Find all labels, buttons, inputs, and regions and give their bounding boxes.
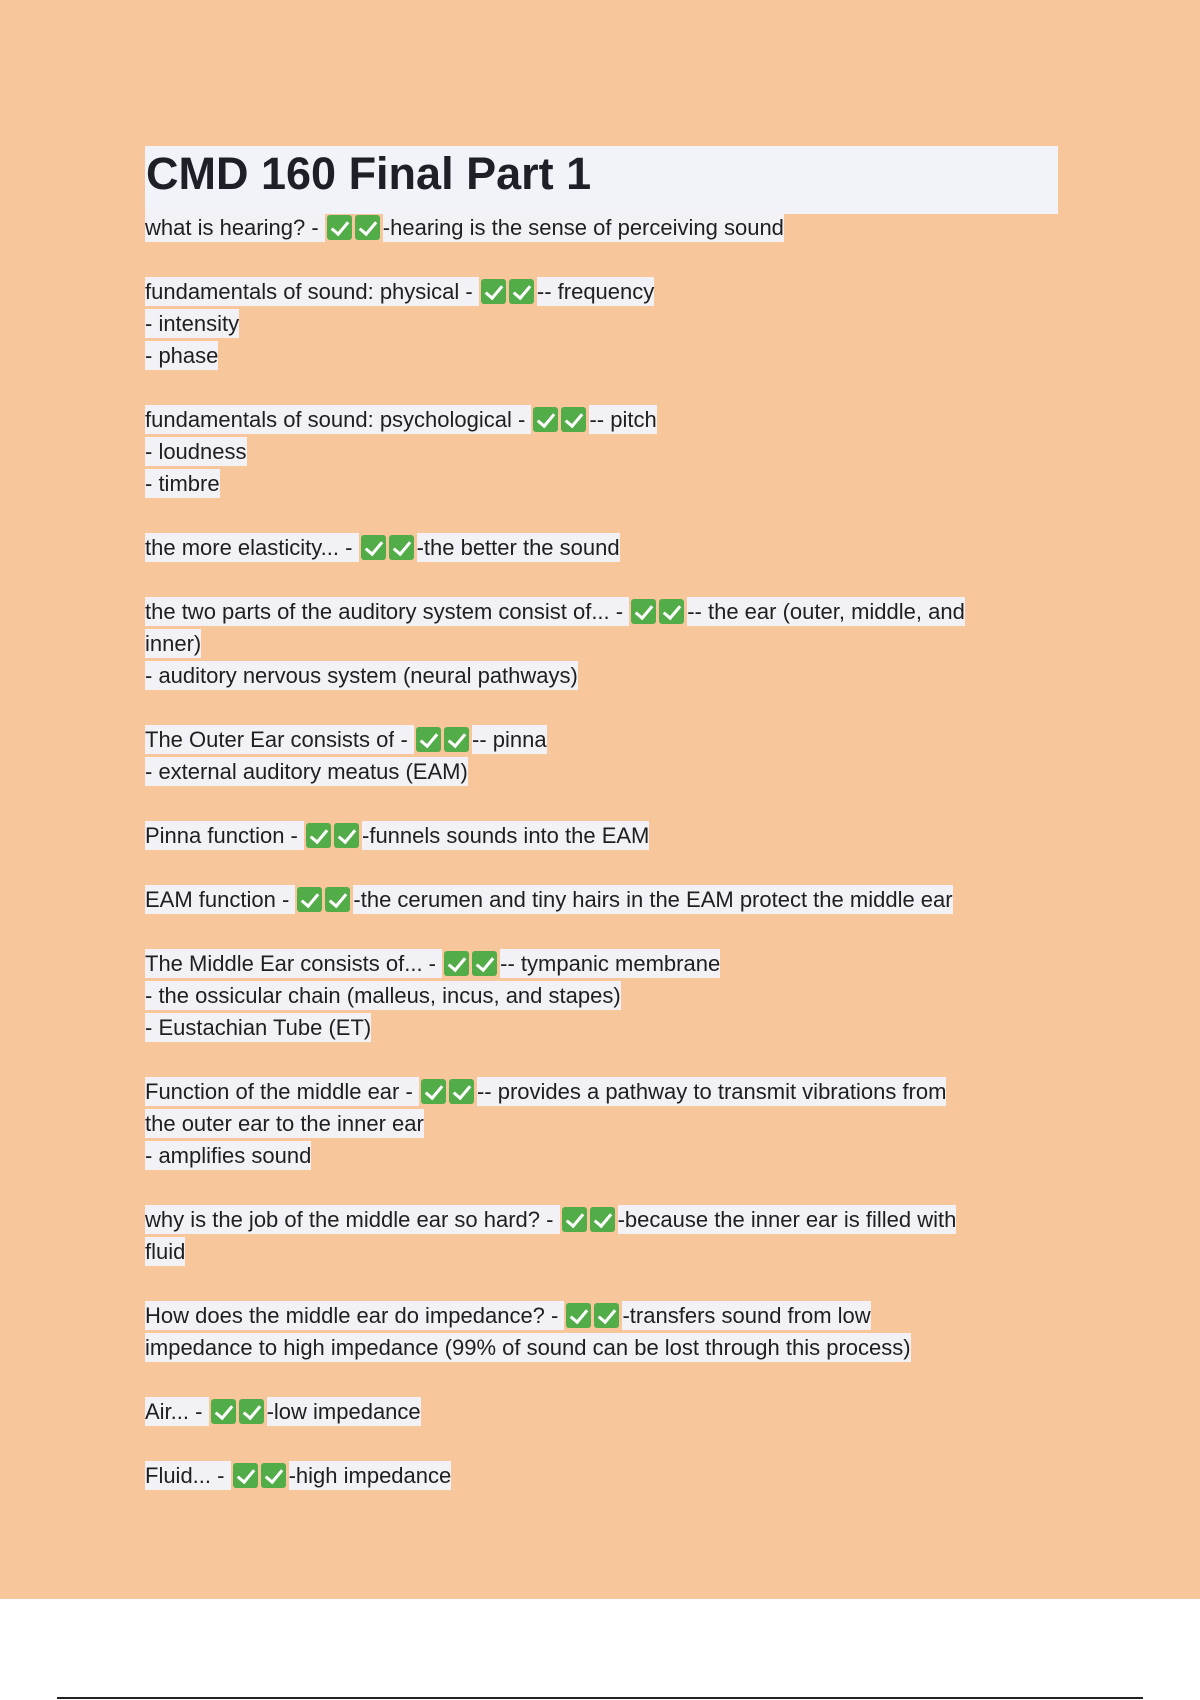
- double-checkmark: [416, 724, 472, 756]
- flashcard-answer-text: -the cerumen and tiny hairs in the EAM protect the middle ear: [353, 887, 953, 912]
- question-separator: -: [422, 951, 443, 976]
- flashcard-first-line: [145, 820, 1065, 852]
- flashcard-answer-text: - external auditory meatus (EAM): [145, 759, 468, 784]
- flashcard-question: The Outer Ear consists of: [145, 727, 395, 752]
- double-checkmark: [566, 1300, 622, 1332]
- flashcard-answer-text: -- pitch: [589, 407, 657, 432]
- question-separator: -: [459, 279, 479, 304]
- flashcard-answer-text: -funnels sounds into the EAM: [362, 823, 650, 848]
- checkmark-icon: [449, 1079, 474, 1104]
- question-separator: -: [540, 1207, 560, 1232]
- flashcard-item: [145, 1204, 1065, 1268]
- checkmark-icon: [233, 1463, 258, 1488]
- checkmark-icon: [325, 887, 350, 912]
- question-separator: -: [284, 823, 304, 848]
- flashcard-item: [145, 212, 1065, 244]
- checkmark-icon: [355, 215, 380, 240]
- flashcard-item: [145, 1300, 1065, 1364]
- question-separator: -: [339, 535, 359, 560]
- flashcard-question: Pinna function: [145, 823, 285, 848]
- double-checkmark: [233, 1460, 289, 1492]
- flashcard-answer-line: [145, 1140, 1065, 1172]
- flashcard-question: the two parts of the auditory system consist of...: [145, 599, 610, 624]
- flashcard-item: [145, 532, 1065, 564]
- flashcard-answer-text: -transfers sound from low: [622, 1303, 871, 1328]
- page-divider: [57, 1697, 1143, 1699]
- flashcard-answer-text: fluid: [145, 1239, 186, 1264]
- double-checkmark: [444, 948, 500, 980]
- checkmark-icon: [444, 727, 469, 752]
- flashcard-item: [145, 404, 1065, 500]
- flashcard-item: [145, 1076, 1065, 1172]
- checkmark-icon: [562, 1207, 587, 1232]
- flashcard-answer-line: [145, 1332, 1065, 1364]
- flashcard-answer-text: -- frequency: [536, 279, 655, 304]
- checkmark-icon: [509, 279, 534, 304]
- checkmark-icon: [334, 823, 359, 848]
- flashcard-answer-text: - timbre: [145, 471, 220, 496]
- flashcard-answer-text: - phase: [145, 343, 219, 368]
- checkmark-icon: [261, 1463, 286, 1488]
- checkmark-icon: [297, 887, 322, 912]
- flashcard-item: [145, 596, 1065, 692]
- question-separator: -: [544, 1303, 565, 1328]
- flashcard-first-line: [145, 276, 1065, 308]
- flashcard-answer-text: - auditory nervous system (neural pathways): [145, 663, 578, 688]
- flashcard-question: Air...: [145, 1399, 190, 1424]
- checkmark-icon: [306, 823, 331, 848]
- flashcard-question: why is the job of the middle ear so hard?: [145, 1207, 541, 1232]
- flashcard-question: EAM function: [145, 887, 276, 912]
- flashcard-item: [145, 820, 1065, 852]
- checkmark-icon: [659, 599, 684, 624]
- flashcard-answer-line: [145, 468, 1065, 500]
- checkmark-icon: [361, 535, 386, 560]
- double-checkmark: [297, 884, 353, 916]
- page-title: CMD 160 Final Part 1: [146, 148, 592, 199]
- flashcard-answer-text: - Eustachian Tube (ET): [145, 1015, 372, 1040]
- checkmark-icon: [211, 1399, 236, 1424]
- flashcard-first-line: [145, 1300, 1065, 1332]
- flashcard-answer-text: - amplifies sound: [145, 1143, 312, 1168]
- flashcard-answer-text: -- tympanic membrane: [500, 951, 721, 976]
- flashcard-item: [145, 724, 1065, 788]
- double-checkmark: [361, 532, 417, 564]
- checkmark-icon: [444, 951, 469, 976]
- flashcard-question: fundamentals of sound: physical: [145, 279, 460, 304]
- double-checkmark: [562, 1204, 618, 1236]
- checkmark-icon: [561, 407, 586, 432]
- flashcard-first-line: [145, 212, 1065, 244]
- flashcard-first-line: [145, 1460, 1065, 1492]
- flashcard-question: Fluid...: [145, 1463, 212, 1488]
- flashcard-question: Function of the middle ear: [145, 1079, 400, 1104]
- flashcard-first-line: [145, 1204, 1065, 1236]
- checkmark-icon: [389, 535, 414, 560]
- flashcard-item: [145, 1396, 1065, 1428]
- flashcard-answer-text: -the better the sound: [416, 535, 620, 560]
- flashcard-item: [145, 276, 1065, 372]
- flashcard-answer-line: [145, 340, 1065, 372]
- flashcard-answer-line: [145, 628, 1065, 660]
- flashcard-answer-line: [145, 980, 1065, 1012]
- question-separator: -: [399, 1079, 419, 1104]
- question-separator: -: [609, 599, 630, 624]
- flashcard-answer-line: [145, 1108, 1065, 1140]
- double-checkmark: [211, 1396, 267, 1428]
- flashcard-answer-text: -- pinna: [472, 727, 547, 752]
- flashcard-answer-line: [145, 756, 1065, 788]
- flashcard-question: How does the middle ear do impedance?: [145, 1303, 545, 1328]
- flashcard-answer-text: -high impedance: [288, 1463, 452, 1488]
- flashcard-answer-text: the outer ear to the inner ear: [145, 1111, 424, 1136]
- double-checkmark: [421, 1076, 477, 1108]
- flashcard-first-line: [145, 724, 1065, 756]
- flashcard-first-line: [145, 404, 1065, 436]
- double-checkmark: [533, 404, 589, 436]
- double-checkmark: [481, 276, 537, 308]
- flashcard-answer-line: [145, 308, 1065, 340]
- flashcard-question: The Middle Ear consists of...: [145, 951, 423, 976]
- checkmark-icon: [421, 1079, 446, 1104]
- flashcard-answer-text: - the ossicular chain (malleus, incus, and stapes): [145, 983, 621, 1008]
- checkmark-icon: [481, 279, 506, 304]
- flashcard-answer-text: inner): [145, 631, 202, 656]
- checkmark-icon: [566, 1303, 591, 1328]
- flashcard-answer-text: -low impedance: [266, 1399, 421, 1424]
- flashcard-item: [145, 884, 1065, 916]
- flashcard-item: [145, 1460, 1065, 1492]
- flashcard-first-line: [145, 596, 1065, 628]
- flashcard-answer-text: -- the ear (outer, middle, and: [687, 599, 965, 624]
- checkmark-icon: [416, 727, 441, 752]
- checkmark-icon: [594, 1303, 619, 1328]
- question-separator: -: [189, 1399, 209, 1424]
- question-separator: -: [305, 215, 325, 240]
- checkmark-icon: [590, 1207, 615, 1232]
- flashcard-answer-text: -because the inner ear is filled with: [617, 1207, 957, 1232]
- flashcard-answer-line: [145, 1012, 1065, 1044]
- flashcard-list: [145, 212, 1065, 1524]
- question-separator: -: [211, 1463, 231, 1488]
- checkmark-icon: [327, 215, 352, 240]
- checkmark-icon: [533, 407, 558, 432]
- flashcard-answer-text: impedance to high impedance (99% of sound can be lost through this process): [145, 1335, 911, 1360]
- flashcard-answer-line: [145, 660, 1065, 692]
- flashcard-answer-text: - intensity: [145, 311, 240, 336]
- flashcard-first-line: [145, 884, 1065, 916]
- flashcard-first-line: [145, 1076, 1065, 1108]
- flashcard-question: the more elasticity...: [145, 535, 339, 560]
- flashcard-answer-text: - loudness: [145, 439, 247, 464]
- double-checkmark: [327, 212, 383, 244]
- flashcard-answer-text: -hearing is the sense of perceiving sound: [382, 215, 784, 240]
- flashcard-answer-line: [145, 436, 1065, 468]
- double-checkmark: [631, 596, 687, 628]
- question-separator: -: [511, 407, 532, 432]
- checkmark-icon: [631, 599, 656, 624]
- flashcard-question: what is hearing?: [145, 215, 306, 240]
- flashcard-first-line: [145, 948, 1065, 980]
- question-separator: -: [394, 727, 414, 752]
- flashcard-answer-text: -- provides a pathway to transmit vibrations from: [476, 1079, 947, 1104]
- flashcard-question: fundamentals of sound: psychological: [145, 407, 512, 432]
- flashcard-first-line: [145, 1396, 1065, 1428]
- flashcard-item: [145, 948, 1065, 1044]
- double-checkmark: [306, 820, 362, 852]
- checkmark-icon: [472, 951, 497, 976]
- flashcard-answer-line: [145, 1236, 1065, 1268]
- flashcard-first-line: [145, 532, 1065, 564]
- question-separator: -: [275, 887, 296, 912]
- checkmark-icon: [239, 1399, 264, 1424]
